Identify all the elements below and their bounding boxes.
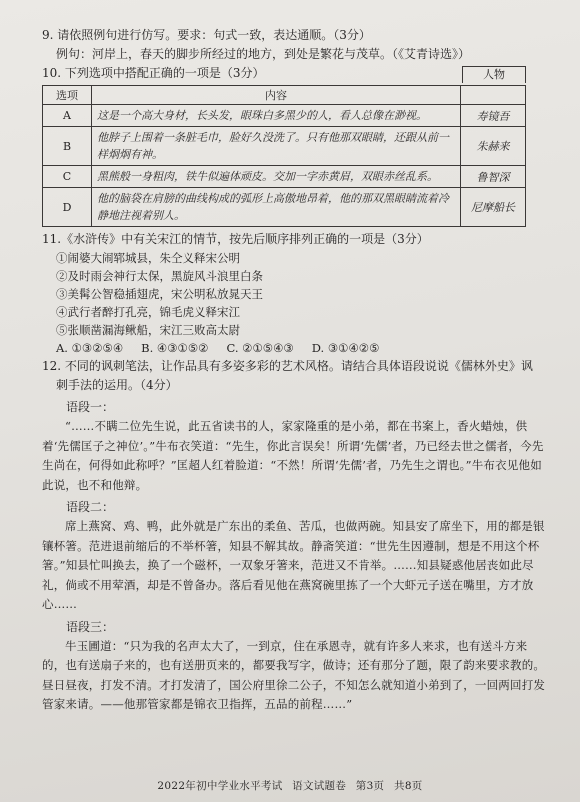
- segment-3-label: 语段三：: [66, 619, 115, 634]
- choice-d: D. ③①④②⑤: [311, 341, 380, 355]
- choice-c: C. ②①⑤④③: [226, 341, 294, 355]
- option-content: 黑熊般一身粗肉，铁牛似遍体顽皮。交加一字赤黄眉，双眼赤丝乱系。: [92, 166, 461, 188]
- question-11-choices: [42, 339, 550, 357]
- segment-3-text: 牛玉圃道：“只为我的名声太大了，一到京，住在承恩寺，就有许多人来求，也有送斗方来的，也有送扇子来的，也有送册页来的，都要我写字，做诗；还有那分了题，限了韵来要求教的。昼日昼夜，打发不清。才打发清了，国公府里徐二公子，不知怎么就知道小弟到了，一回两回打发管家来请。——他那管家都是锦衣卫指挥，五品的前程……”: [42, 638, 546, 711]
- person-column-header: 人物: [462, 66, 526, 83]
- event-item: ④武行者醉打孔亮，锦毛虎义释宋江: [56, 305, 240, 319]
- option-column-header: 选项: [43, 86, 92, 105]
- content-column-header: 内容: [92, 86, 461, 105]
- question-12-stem-line1: 12. 不同的讽刺笔法，让作品具有多姿多彩的艺术风格。请结合具体语段说说《儒林外史》讽: [42, 359, 533, 373]
- event-item: ②及时雨会神行太保，黑旋风斗浪里白条: [56, 269, 263, 283]
- table-row: [43, 127, 526, 166]
- option-letter: D: [43, 188, 92, 227]
- choice-a: A. ①③②⑤④: [56, 341, 124, 355]
- question-10-header-row: [42, 64, 526, 83]
- question-10-table: [42, 85, 526, 227]
- option-content: 他的脑袋在肩膀的曲线构成的弧形上高傲地昂着，他的那双黑眼睛流着冷静地注视着别人。: [92, 188, 461, 227]
- event-item: ⑤张顺凿漏海鳅船，宋江三败高太尉: [56, 323, 240, 337]
- event-item: ①闹婆大闹郓城县，朱仝义释宋公明: [56, 251, 240, 265]
- option-person: 鲁智深: [461, 166, 526, 188]
- segment-2-label: 语段二：: [66, 500, 115, 514]
- option-letter: B: [43, 127, 92, 166]
- table-row: [43, 166, 526, 188]
- option-letter: A: [43, 105, 92, 127]
- footer-exam-name: 2022年初中学业水平考试: [157, 780, 283, 792]
- event-item: ③美髯公智稳插翅虎，宋公明私放晁天王: [56, 287, 263, 301]
- table-row: [43, 188, 526, 227]
- table-header-row: [43, 86, 526, 105]
- question-11-stem: 11.《水浒传》中有关宋江的情节，按先后顺序排列正确的一项是（3分）: [42, 232, 429, 246]
- option-person: 朱赫来: [461, 127, 526, 166]
- question-10-stem: 10. 下列选项中搭配正确的一项是（3分）: [42, 66, 265, 80]
- footer-total-pages: 共8页: [394, 780, 423, 792]
- option-content: 这是一个高大身材，长头发，眼珠白多黑少的人，看人总像在渺视。: [92, 105, 461, 127]
- choice-b: B. ④③①⑤②: [141, 341, 209, 355]
- table-row: [43, 105, 526, 127]
- option-content: 他脖子上围着一条脏毛巾，脸好久没洗了。只有他那双眼睛，还跟从前一样炯炯有神。: [92, 127, 461, 166]
- person-column-spacer: [461, 86, 526, 105]
- page-footer: [0, 778, 580, 793]
- question-12-stem-line2: 刺手法的运用。（4分）: [56, 378, 178, 392]
- segment-1-text: “……不瞒二位先生说，此五省读书的人，家家隆重的是小弟，都在书案上，香火蜡烛，供着‘先儒匡子之神位’。”牛布衣笑道：“先生，你此言误矣！所谓‘先儒’者，乃已经去世之儒者，今先生尚在，何得如此称呼？”匡超人红着脸道：“不然！所谓‘先儒’者，乃先生之谓也。”牛布衣见他如此说，也不和他辩。: [42, 419, 544, 492]
- question-9-example: 例句：河岸上，春天的脚步所经过的地方，到处是繁花与茂草。（《艾青诗选》）: [56, 47, 471, 61]
- segment-2-text: 席上燕窝、鸡、鸭，此外就是广东出的柔鱼、苦瓜，也做两碗。知县安了席坐下，用的都是银镶杯箸。范进退前缩后的不举杯箸，知县不解其故。静斋笑道：“世先生因遵制，想是不用这个杯箸。”知县忙叫换去，换了一个磁杯，一双象牙箸来，范进又不肯举。……知县疑惑他居丧如此尽礼，倘或不用荤酒，却是不曾备办。落后看见他在燕窝碗里拣了一个大虾元子送在嘴里，方才放心……: [42, 519, 545, 611]
- option-person: 尼摩船长: [461, 188, 526, 227]
- option-person: 寿镜吾: [461, 105, 526, 127]
- option-letter: C: [43, 166, 92, 188]
- footer-page-number: 第3页: [355, 780, 385, 792]
- segment-1-label: 语段一：: [66, 400, 115, 414]
- question-9-stem: 9. 请依照例句进行仿写。要求：句式一致，表达通顺。（3分）: [42, 28, 371, 42]
- footer-subject: 语文试题卷: [292, 780, 347, 792]
